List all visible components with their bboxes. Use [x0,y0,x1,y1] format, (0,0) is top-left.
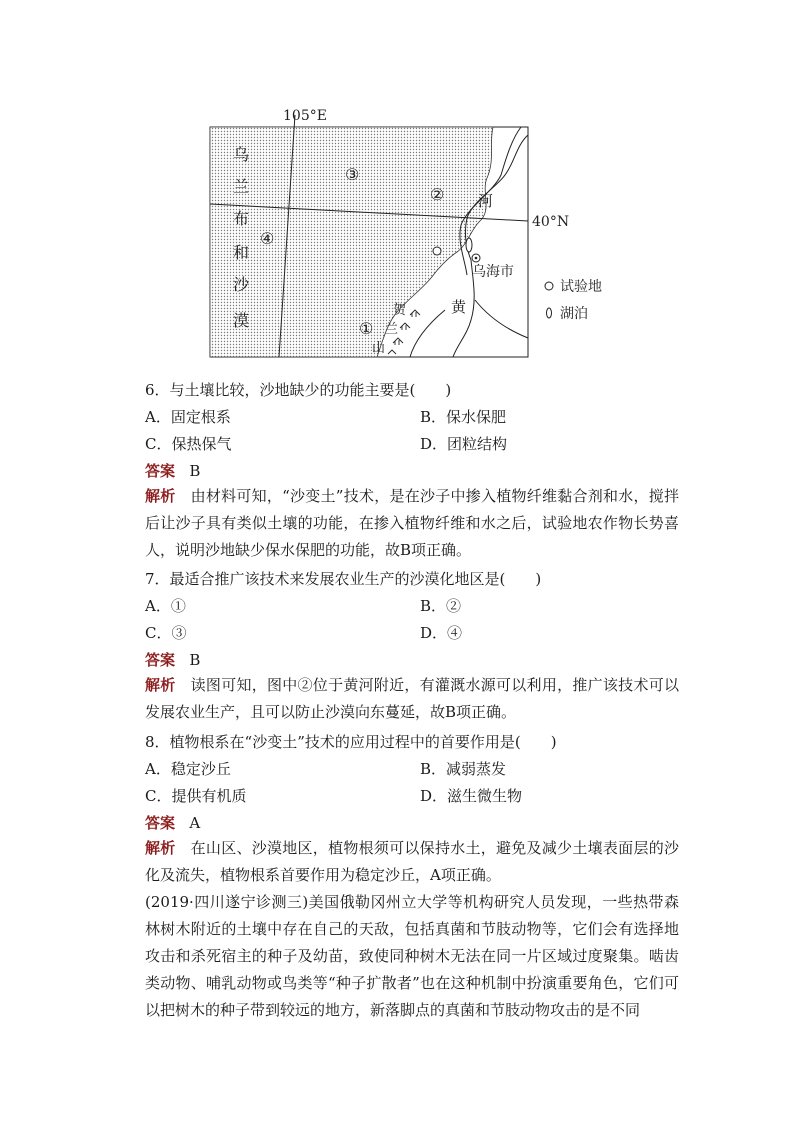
q7-analysis [145,672,679,726]
mountain-label-char: 兰 [385,322,399,337]
q7-option-b: B．② [420,597,462,615]
analysis-label: 解析 [145,839,176,857]
region-marker-3: ③ [345,165,360,184]
desert-name-char: 兰 [233,177,250,196]
analysis-text: 读图可知，图中②位于黄河附近，有灌溉水源可以利用，推广该技术可以发展农业生产，且可以防止沙漠向东蔓延，故B项正确。 [145,676,679,721]
q6-answer [145,460,200,481]
lake-mark [466,238,472,252]
answer-label: 答案 [145,651,176,669]
mountain-label-char: 贺 [393,303,407,318]
q6-analysis [145,483,679,564]
city-label: 乌海市 [472,264,514,280]
q8-option-b: B．减弱蒸发 [420,760,507,778]
legend-lake-label: 湖泊 [560,306,588,322]
test-site-mark [433,247,441,255]
desert-name-char: 乌 [233,145,250,164]
q8-answer [145,812,200,833]
passage-text: (2019·四川遂宁诊测三)美国俄勒冈州立大学等机构研究人员发现，一些热带森林树木附近的土壤中存在自己的天敌，包括真菌和节肢动物等，它们会有选择地攻击和杀死宿主的种子及幼苗，致使同种树木无法在同一片区域过度聚集。啮齿类动物、哺乳动物或鸟类等“种子扩散者”也在这种机制中扮演重要角色，它们可以把树木的种子带到较远的地方，新落脚点的真菌和节肢动物攻击的是不同 [145,893,679,1019]
answer-value: A [189,814,201,832]
latitude-label: 40°N [532,214,570,230]
reading-passage [145,889,679,1024]
q7-answer [145,649,200,670]
river-label-huang: 黄 [451,298,467,316]
desert-name-char: 漠 [233,311,250,330]
lake-icon [547,308,552,318]
q8-analysis [145,835,679,889]
q6-option-d: D．团粒结构 [420,435,508,453]
answer-label: 答案 [145,814,176,832]
q8-option-a: A．稳定沙丘 [145,760,231,778]
q8-option-c: C．提供有机质 [145,787,247,805]
q7-option-c: C．③ [145,624,187,642]
answer-value: B [189,651,201,669]
region-marker-1: ① [359,319,374,338]
river-label-he: 河 [478,192,494,210]
question-7-stem: 7．最适合推广该技术来发展农业生产的沙漠化地区是( ) [145,570,542,588]
answer-value: B [189,462,201,480]
analysis-label: 解析 [145,487,176,505]
q8-option-d: D．滋生微生物 [420,787,523,805]
analysis-label: 解析 [145,676,176,694]
desert-name-char: 布 [233,209,250,228]
answer-label: 答案 [145,462,176,480]
q7-option-d: D．④ [420,624,463,642]
test-site-icon [545,282,553,290]
question-8-stem: 8．植物根系在“沙变土”技术的应用过程中的首要作用是( ) [145,733,557,751]
analysis-text: 由材料可知，“沙变土”技术，是在沙子中掺入植物纤维黏合剂和水，搅拌后让沙子具有类似土壤的功能，在掺入植物纤维和水之后，试验地农作物长势喜人，说明沙地缺少保水保肥的功能，故B项正确。 [145,487,679,559]
q6-option-a: A．固定根系 [145,408,231,426]
q6-option-c: C．保热保气 [145,435,232,453]
longitude-label: 105°E [283,108,327,124]
region-marker-4: ④ [260,229,275,248]
legend-test-site-label: 试验地 [560,279,602,295]
question-6-stem: 6．与土壤比较，沙地缺少的功能主要是( ) [145,381,452,399]
desert-name-char: 和 [233,243,250,262]
q7-option-a: A．① [145,597,186,615]
analysis-text: 在山区、沙漠地区，植物根须可以保持水土，避免及减少土壤表面层的沙化及流失，植物根系首要作用为稳定沙丘，A项正确。 [145,839,679,884]
desert-name-char: 沙 [233,275,250,294]
q6-option-b: B．保水保肥 [420,408,507,426]
mountain-label-char: 山 [372,341,386,356]
desert-map-figure [205,100,625,360]
region-marker-2: ② [430,185,445,204]
